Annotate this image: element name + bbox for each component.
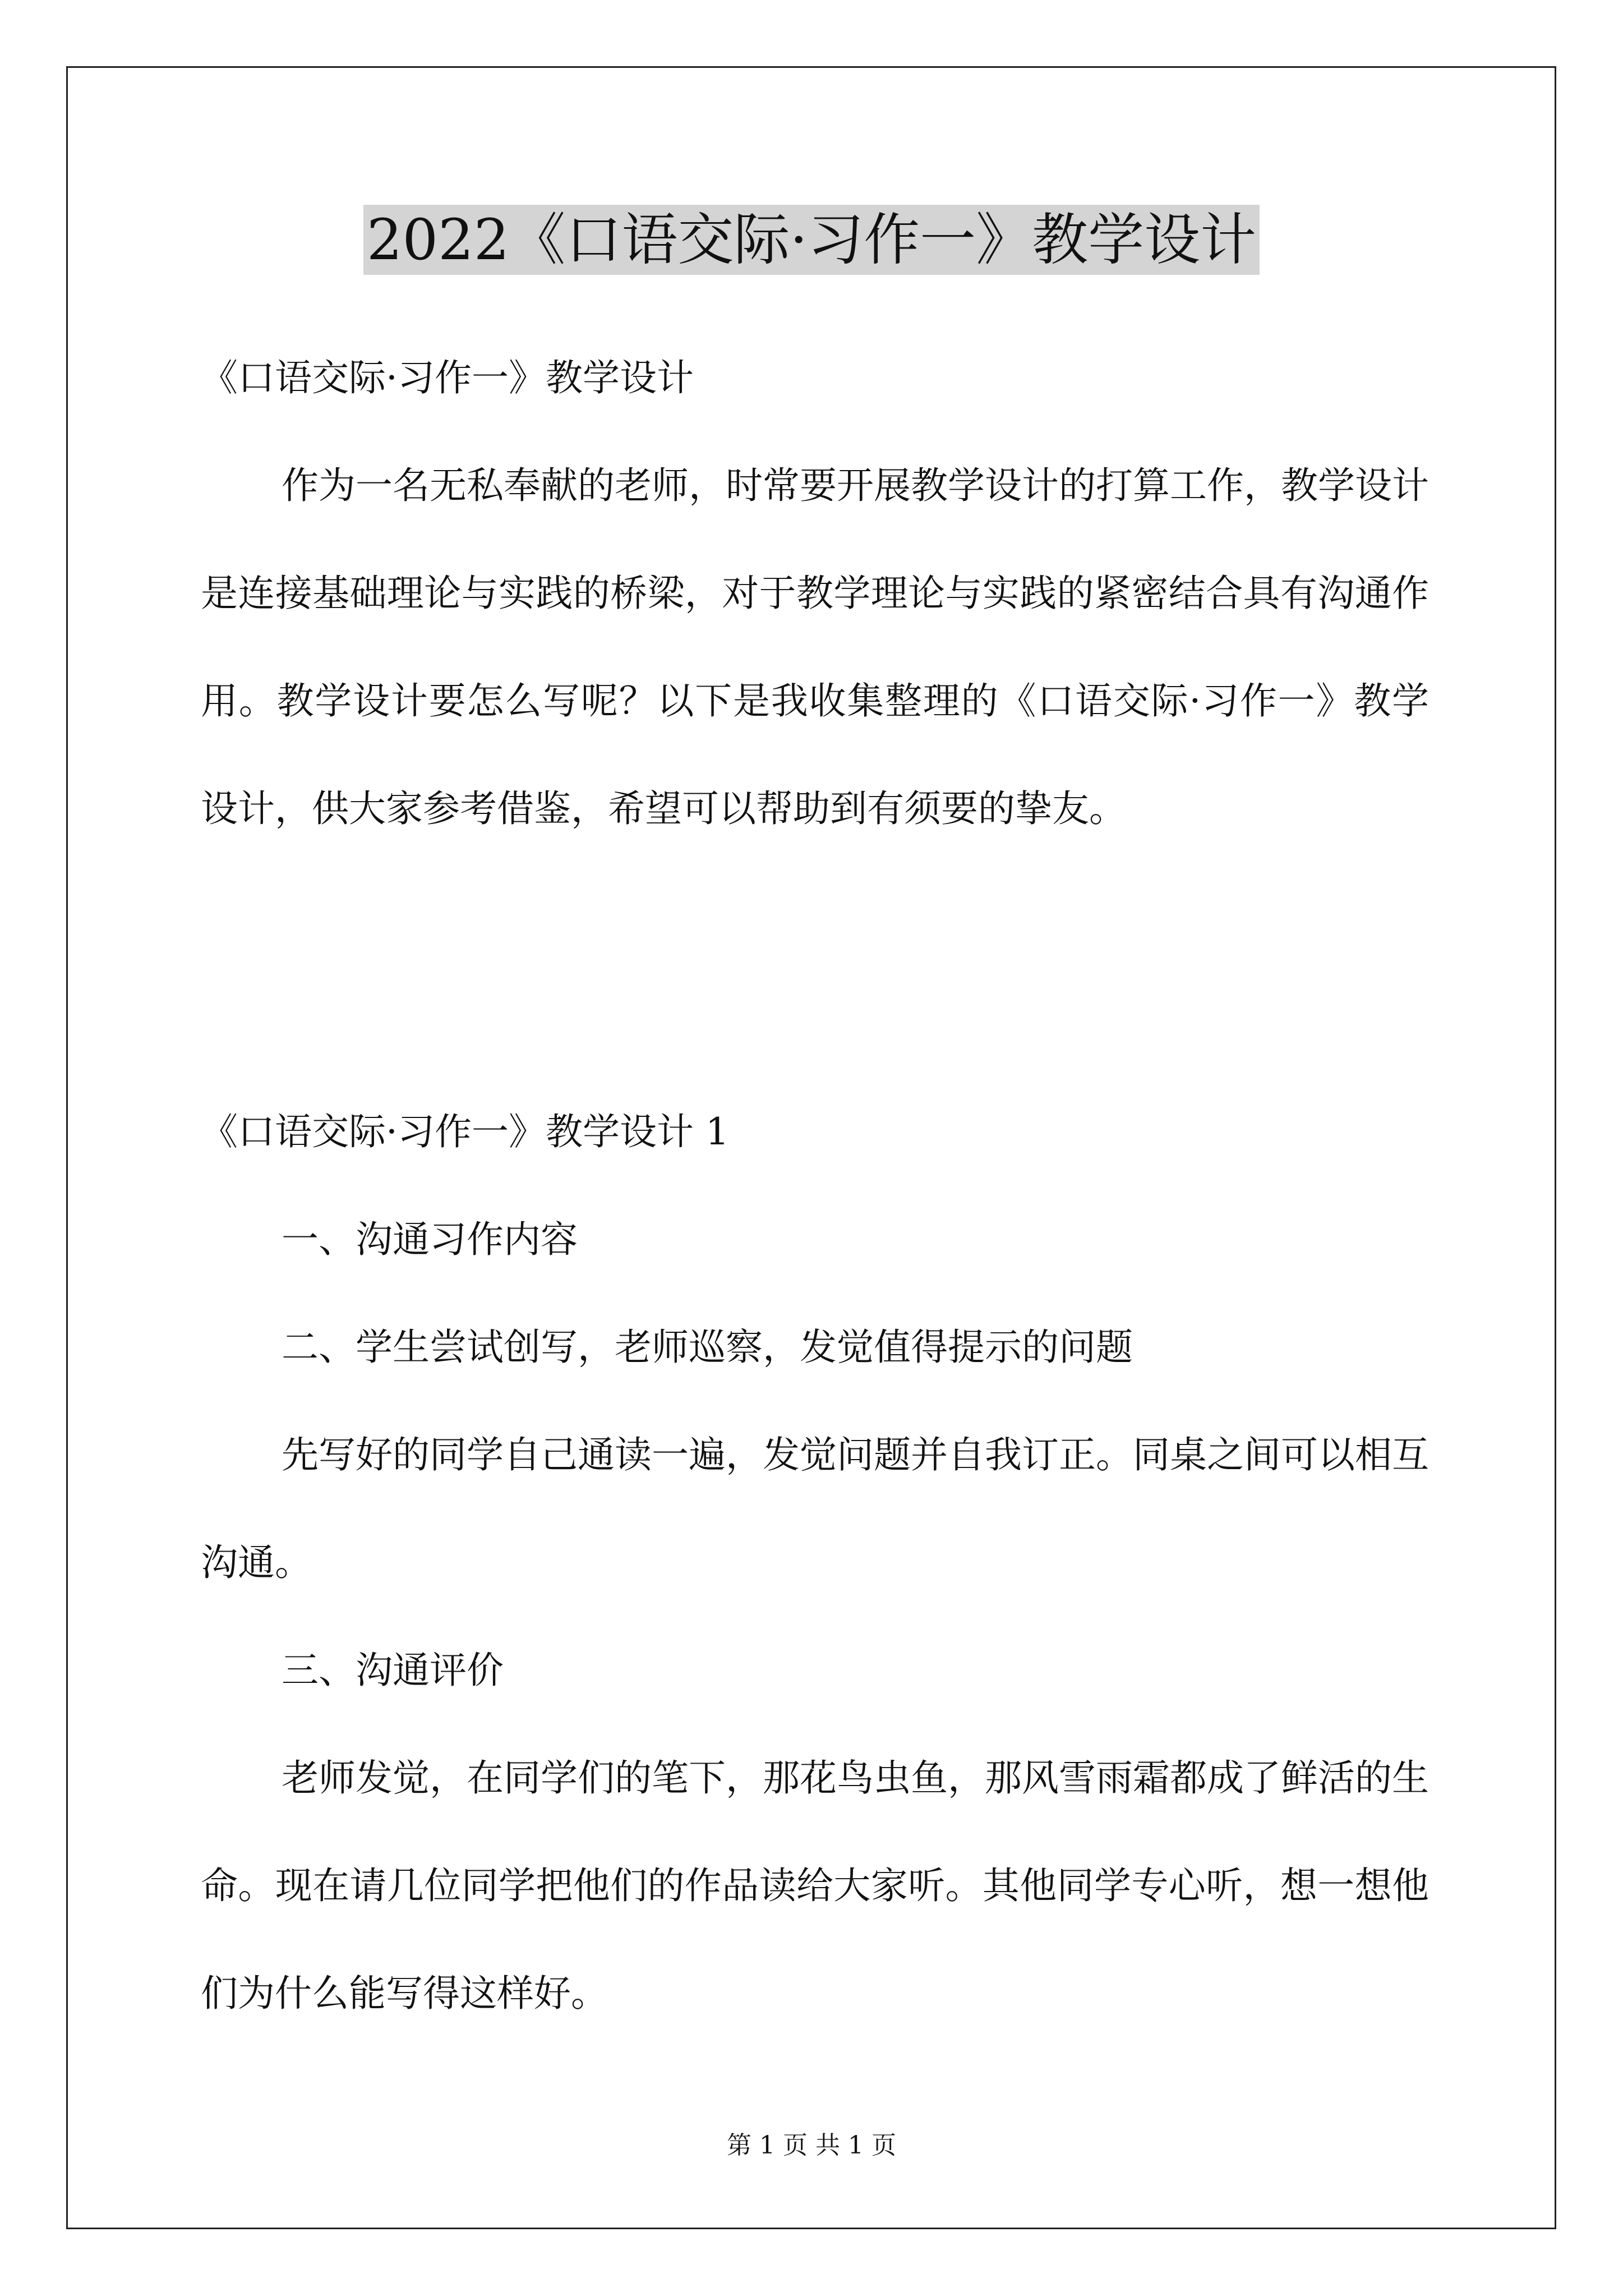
subtitle: 《口语交际·习作一》教学设计 — [201, 356, 694, 399]
document-title-text: 2022《口语交际·习作一》教学设计 — [363, 205, 1260, 275]
step-2-detail: 先写好的同学自己通读一遍，发觉问题并自我订正。同桌之间可以相互沟通。 — [201, 1433, 1429, 1584]
document-title — [0, 201, 1623, 279]
section-heading: 《口语交际·习作一》教学设计 1 — [201, 1110, 729, 1153]
step-3-detail: 老师发觉，在同学们的笔下，那花鸟虫鱼，那风雪雨霜都成了鲜活的生命。现在请几位同学把他们的作品读给大家听。其他同学专心听，想一想他们为什么能写得这样好。 — [201, 1756, 1429, 2015]
step-2: 二、学生尝试创写，老师巡察，发觉值得提示的问题 — [282, 1326, 1133, 1369]
intro-paragraph: 作为一名无私奉献的老师，时常要开展教学设计的打算工作，教学设计是连接基础理论与实践的桥梁，对于教学理论与实践的紧密结合具有沟通作用。教学设计要怎么写呢？以下是我收集整理的《口语交际·习作一》教学设计，供大家参考借鉴，希望可以帮助到有须要的挚友。 — [201, 464, 1429, 830]
step-3: 三、沟通评价 — [282, 1649, 504, 1692]
page-footer: 第 1 页 共 1 页 — [727, 2131, 896, 2160]
step-1: 一、沟通习作内容 — [282, 1218, 578, 1261]
